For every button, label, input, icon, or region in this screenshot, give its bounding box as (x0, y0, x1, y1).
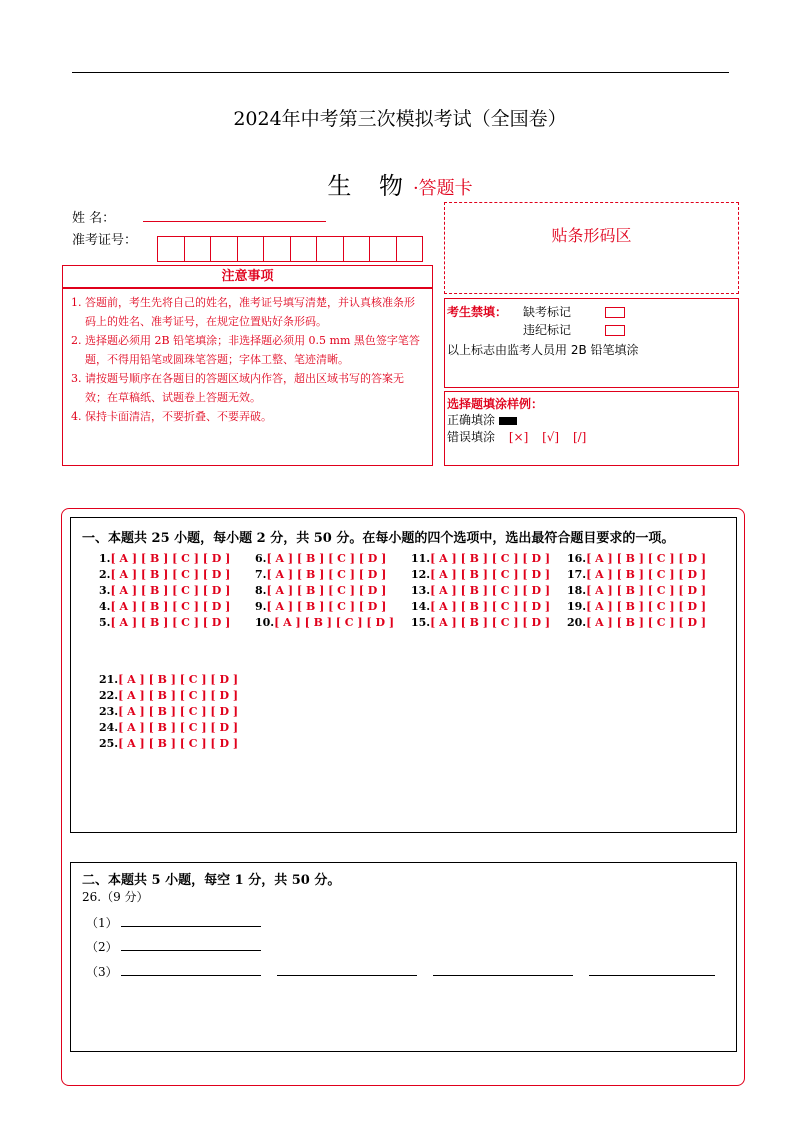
answer-blank[interactable] (121, 963, 261, 976)
choice-question[interactable] (99, 600, 230, 613)
id-cell[interactable] (396, 236, 424, 262)
choice-question[interactable] (411, 616, 550, 629)
name-field[interactable] (143, 221, 326, 222)
question-number: 22. (99, 689, 119, 702)
question-number: 4. (99, 600, 111, 613)
answer-blank[interactable] (433, 963, 573, 976)
choice-question[interactable] (255, 616, 394, 629)
answer-options[interactable]: [ A ] [ B ] [ C ] [ D ] (274, 616, 395, 629)
question-number: 19. (567, 600, 587, 613)
choice-question[interactable] (99, 568, 230, 581)
id-number-cells[interactable] (157, 236, 422, 262)
forbidden-title: 考生禁填： (447, 305, 508, 319)
answer-options[interactable]: [ A ] [ B ] [ C ] [ D ] (266, 600, 387, 613)
answer-options[interactable]: [ A ] [ B ] [ C ] [ D ] (118, 737, 239, 750)
section-fill (70, 862, 737, 1052)
choice-question[interactable] (411, 568, 550, 581)
sample-box (444, 391, 739, 466)
question-number: 24. (99, 721, 119, 734)
question-number: 1. (99, 552, 111, 565)
page-title: 2024年中考第三次模拟考试（全国卷） (233, 108, 567, 130)
notice-box (62, 288, 433, 466)
name-label: 姓 名： (72, 211, 116, 226)
answer-options[interactable]: [ A ] [ B ] [ C ] [ D ] (586, 584, 707, 597)
question-number: 11. (411, 552, 431, 565)
choice-question[interactable] (99, 737, 238, 750)
choice-question[interactable] (255, 568, 386, 581)
question-number: 18. (567, 584, 587, 597)
id-cell[interactable] (184, 236, 212, 262)
notice-heading: 注意事项 (62, 265, 433, 288)
answer-blank[interactable] (589, 963, 715, 976)
part-label: （3） (86, 965, 118, 979)
choice-question[interactable] (255, 584, 386, 597)
filled-mark (499, 417, 517, 425)
notice-item: 2. 选择题必须用 2B 铅笔填涂；非选择题必须用 0.5 mm 黑色签字笔答题，不得用铅笔或圆珠笔答题；字体工整、笔迹清晰。 (71, 334, 420, 366)
question-number: 6. (255, 552, 267, 565)
answer-options[interactable]: [ A ] [ B ] [ C ] [ D ] (266, 568, 387, 581)
answer-options[interactable]: [ A ] [ B ] [ C ] [ D ] (110, 616, 231, 629)
top-rule (72, 72, 729, 73)
section-choice-heading: 一、本题共 25 小题，每小题 2 分，共 50 分。在每小题的四个选项中，选出最符合题目要求的一项。 (82, 531, 675, 546)
choice-question[interactable] (567, 600, 706, 613)
violation-mark-box[interactable] (605, 325, 625, 336)
id-cell[interactable] (263, 236, 291, 262)
question-number: 8. (255, 584, 267, 597)
choice-question[interactable] (567, 552, 706, 565)
choice-question[interactable] (99, 552, 230, 565)
answer-options[interactable]: [ A ] [ B ] [ C ] [ D ] (266, 552, 387, 565)
answer-options[interactable]: [ A ] [ B ] [ C ] [ D ] (118, 705, 239, 718)
choice-question[interactable] (411, 552, 550, 565)
answer-options[interactable]: [ A ] [ B ] [ C ] [ D ] (118, 721, 239, 734)
question-number: 17. (567, 568, 587, 581)
answer-options[interactable]: [ A ] [ B ] [ C ] [ D ] (118, 673, 239, 686)
absent-label: 缺考标记 (523, 305, 572, 319)
choice-question[interactable] (411, 600, 550, 613)
choice-question[interactable] (99, 616, 230, 629)
notice-item: 1. 答题前，考生先将自己的姓名，准考证号填写清楚，并认真核准条形码上的姓名、准考证号，在规定位置贴好条形码。 (71, 296, 415, 328)
question-number: 25. (99, 737, 119, 750)
id-cell[interactable] (316, 236, 344, 262)
forbidden-note: 以上标志由监考人员用 2B 铅笔填涂 (447, 343, 639, 357)
forbidden-box (444, 298, 739, 388)
question-number: 13. (411, 584, 431, 597)
choice-question[interactable] (567, 584, 706, 597)
barcode-area: 贴条形码区 (444, 202, 739, 294)
choice-question[interactable] (411, 584, 550, 597)
question-number: 7. (255, 568, 267, 581)
wrong-mark: [/] (572, 430, 587, 444)
question-number: 12. (411, 568, 431, 581)
question-number: 21. (99, 673, 119, 686)
id-cell[interactable] (290, 236, 318, 262)
question-number: 20. (567, 616, 587, 629)
answer-blank[interactable] (121, 938, 261, 951)
answer-options[interactable]: [ A ] [ B ] [ C ] [ D ] (110, 584, 231, 597)
answer-options[interactable]: [ A ] [ B ] [ C ] [ D ] (110, 568, 231, 581)
answer-options[interactable]: [ A ] [ B ] [ C ] [ D ] (586, 600, 707, 613)
question-number: 3. (99, 584, 111, 597)
choice-question[interactable] (255, 600, 386, 613)
choice-question[interactable] (567, 568, 706, 581)
answer-options[interactable]: [ A ] [ B ] [ C ] [ D ] (110, 552, 231, 565)
question-number: 14. (411, 600, 431, 613)
answer-options[interactable]: [ A ] [ B ] [ C ] [ D ] (118, 689, 239, 702)
id-cell[interactable] (343, 236, 371, 262)
answer-options[interactable]: [ A ] [ B ] [ C ] [ D ] (110, 600, 231, 613)
answer-options[interactable]: [ A ] [ B ] [ C ] [ D ] (430, 616, 551, 629)
question-number: 23. (99, 705, 119, 718)
choice-question[interactable] (99, 673, 238, 686)
choice-question[interactable] (99, 705, 238, 718)
answer-options[interactable]: [ A ] [ B ] [ C ] [ D ] (430, 568, 551, 581)
answer-blank[interactable] (277, 963, 417, 976)
answer-options[interactable]: [ A ] [ B ] [ C ] [ D ] (586, 616, 707, 629)
absent-mark-box[interactable] (605, 307, 625, 318)
answer-options[interactable]: [ A ] [ B ] [ C ] [ D ] (266, 584, 387, 597)
answer-blank[interactable] (121, 914, 261, 927)
question-number: 15. (411, 616, 431, 629)
subject-name: 生 物 (327, 172, 413, 200)
choice-question[interactable] (255, 552, 386, 565)
section-choice (70, 517, 737, 833)
wrong-mark: [×] (508, 430, 529, 444)
question-number: 16. (567, 552, 587, 565)
id-cell[interactable] (157, 236, 185, 262)
notice-item: 3. 请按题号顺序在各题目的答题区域内作答，超出区域书写的答案无效；在草稿纸、试题卷上答题无效。 (71, 372, 404, 404)
answer-options[interactable]: [ A ] [ B ] [ C ] [ D ] (586, 568, 707, 581)
id-label: 准考证号： (72, 233, 138, 248)
violation-label: 违纪标记 (523, 323, 572, 337)
subject-suffix: ·答题卡 (412, 178, 473, 199)
answer-options[interactable]: [ A ] [ B ] [ C ] [ D ] (430, 584, 551, 597)
id-cell[interactable] (210, 236, 238, 262)
question-number: 10. (255, 616, 275, 629)
question-number: 9. (255, 600, 267, 613)
choice-question[interactable] (567, 616, 706, 629)
answer-options[interactable]: [ A ] [ B ] [ C ] [ D ] (430, 600, 551, 613)
wrong-mark: [√] (542, 430, 560, 444)
answer-options[interactable]: [ A ] [ B ] [ C ] [ D ] (586, 552, 707, 565)
sample-title: 选择题填涂样例： (447, 397, 544, 411)
notice-item: 4. 保持卡面清洁，不要折叠、不要弄破。 (71, 410, 272, 423)
part-label: （2） (86, 940, 118, 954)
correct-label: 正确填涂 (447, 413, 496, 427)
id-cell[interactable] (237, 236, 265, 262)
part-label: （1） (86, 916, 118, 930)
question-26-label: 26.（9 分） (82, 890, 149, 904)
wrong-label: 错误填涂 (447, 430, 496, 444)
choice-question[interactable] (99, 721, 238, 734)
question-number: 2. (99, 568, 111, 581)
id-cell[interactable] (369, 236, 397, 262)
section-fill-heading: 二、本题共 5 小题，每空 1 分，共 50 分。 (82, 873, 341, 888)
subject-title (0, 166, 800, 201)
choice-question[interactable] (99, 584, 230, 597)
choice-question[interactable] (99, 689, 238, 702)
question-number: 5. (99, 616, 111, 629)
answer-options[interactable]: [ A ] [ B ] [ C ] [ D ] (430, 552, 551, 565)
